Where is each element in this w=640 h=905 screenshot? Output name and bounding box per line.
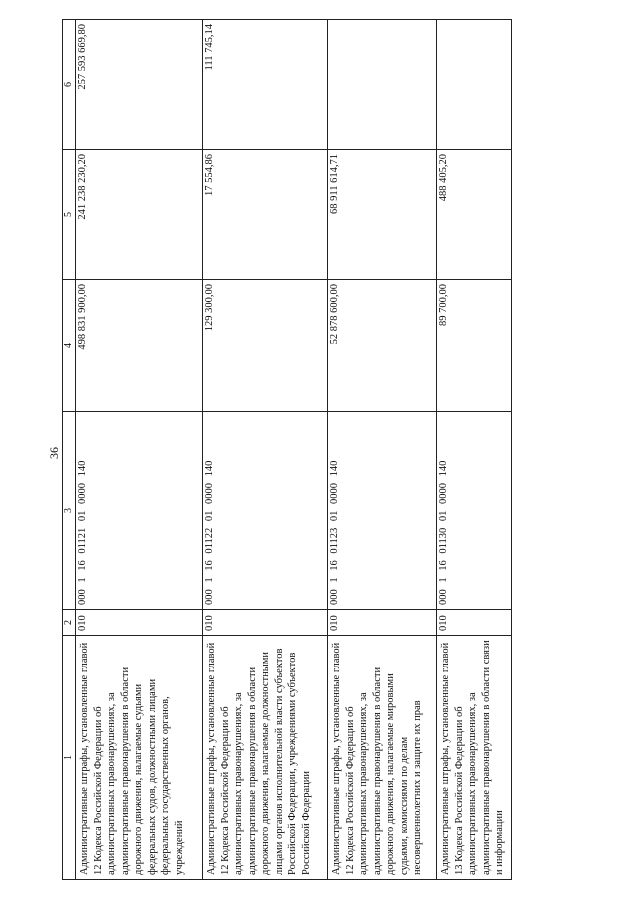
column-number: 5 <box>63 150 76 280</box>
row-admin-code: 010 <box>203 610 328 636</box>
row-admin-code: 010 <box>76 610 203 636</box>
row-planned-amount: 498 831 900,00 <box>76 280 203 412</box>
table-row <box>76 20 203 880</box>
row-planned-amount: 129 300,00 <box>203 280 328 412</box>
row-description: Административные штрафы, установленные главой 13 Кодекса Российской Федерации об административных правонарушениях, за административные правонарушения в области связи и информации <box>437 636 512 880</box>
row-income-code: 000 1 16 01122 01 0000 140 <box>203 412 328 610</box>
row-remainder-amount: 257 593 669,80 <box>76 20 203 150</box>
row-remainder-amount <box>328 20 437 150</box>
page-number: 36 <box>47 447 61 459</box>
row-executed-amount: 68 911 614,71 <box>328 150 437 280</box>
column-number: 6 <box>63 20 76 150</box>
column-number: 4 <box>63 280 76 412</box>
row-planned-amount: 89 700,00 <box>437 280 512 412</box>
row-income-code: 000 1 16 01130 01 0000 140 <box>437 412 512 610</box>
column-number-row <box>63 20 76 880</box>
table-row <box>328 20 437 880</box>
row-executed-amount: 241 238 230,20 <box>76 150 203 280</box>
row-description: Административные штрафы, установленные главой 12 Кодекса Российской Федерации об административных правонарушениях, за административные правонарушения в области дорожного движения, налагаемые должностными лицами органов исполнительной власти субъектов Российской Федерации, учреждениями субъектов Российской Федерации <box>203 636 328 880</box>
column-number: 2 <box>63 610 76 636</box>
row-description: Административные штрафы, установленные главой 12 Кодекса Российской Федерации об административных правонарушениях, за административные правонарушения в области дорожного движения, налагаемые мировыми судьями, комиссиями по делам несовершеннолетних и защите их прав <box>328 636 437 880</box>
row-planned-amount: 52 878 600,00 <box>328 280 437 412</box>
row-executed-amount: 17 554,86 <box>203 150 328 280</box>
row-description: Административные штрафы, установленные главой 12 Кодекса Российской Федерации об административных правонарушениях, за административные правонарушения в области дорожного движения, налагаемые судьями федеральных судов, должностными лицами федеральных государственных органов, учреждений <box>76 636 203 880</box>
column-number: 3 <box>63 412 76 610</box>
row-income-code: 000 1 16 01121 01 0000 140 <box>76 412 203 610</box>
column-number: 1 <box>63 636 76 880</box>
table-row <box>437 20 512 880</box>
table-row <box>203 20 328 880</box>
rotated-table-container <box>62 20 512 880</box>
row-admin-code: 010 <box>437 610 512 636</box>
row-admin-code: 010 <box>328 610 437 636</box>
income-table <box>62 19 512 880</box>
row-executed-amount: 488 405,20 <box>437 150 512 280</box>
row-income-code: 000 1 16 01123 01 0000 140 <box>328 412 437 610</box>
row-remainder-amount <box>437 20 512 150</box>
row-remainder-amount: 111 745,14 <box>203 20 328 150</box>
